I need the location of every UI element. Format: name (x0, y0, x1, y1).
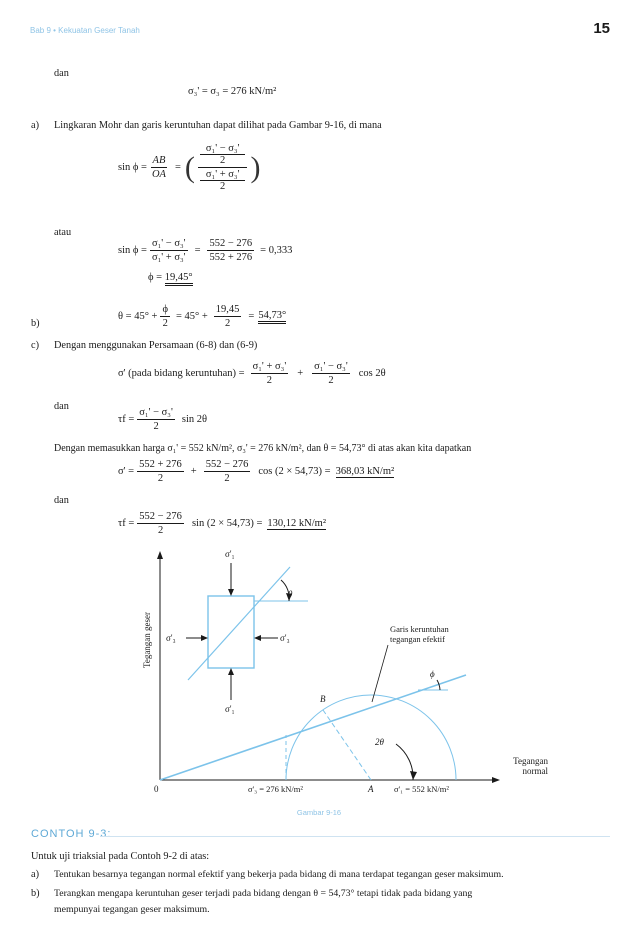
example-a-text: Tentukan besarnya tegangan normal efektif yang bekerja pada bidang di mana terdapat tegangan geser maksimum. (54, 869, 504, 880)
phi-result: 19,45° (165, 272, 193, 286)
sigma1-top-label: σ'₁ (225, 549, 235, 559)
sigma1-bottom-head (228, 668, 234, 675)
frac-vals-den: 552 + 276 (209, 252, 253, 263)
theta-lhs: θ = 45° + (118, 311, 158, 322)
rt-num: 552 − 276 (139, 511, 182, 522)
x-axis-arrow (492, 777, 500, 783)
frac-two: 2 (162, 318, 168, 329)
item-c-text: Dengan menggunakan Persamaan (6-8) dan (6-9) (54, 340, 258, 351)
failure-envelope (160, 675, 466, 780)
example-a-label: a) (31, 869, 39, 880)
rt-result: 130,12 kN/m² (267, 517, 326, 529)
yaxis-label: Tegangan geser (142, 611, 152, 669)
frac-top-den: 2 (220, 155, 226, 166)
example-b-text-2: mempunyai tegangan geser maksimum. (54, 904, 210, 915)
example-title: CONTOH 9-3: (31, 828, 112, 840)
frac-bot-den: 2 (220, 181, 226, 192)
mohr-circle-figure (130, 545, 570, 815)
y-axis-arrow (157, 551, 163, 559)
rs-f2-num: 552 − 276 (205, 459, 249, 470)
sigma3-left-head (201, 635, 208, 641)
two-theta-label: 2θ (375, 737, 384, 747)
frac-sinphi2-num: σ₁' − σ₃' (151, 238, 186, 249)
rs-plus: + (190, 466, 197, 477)
theta-eq: = (248, 311, 255, 322)
eq-sign: = (174, 162, 181, 173)
rt-den: 2 (157, 525, 164, 536)
eq-theta (118, 304, 286, 329)
frac-sinphi2-vals (207, 238, 254, 263)
eq-sinphi-ab-oa (118, 143, 260, 192)
frac-big-top (198, 143, 248, 168)
eq-sigma-plane (118, 361, 386, 386)
paren-right: ) (250, 150, 261, 184)
tau-sin: sin 2θ (181, 414, 208, 425)
eq-result-tau (118, 511, 326, 536)
sp-frac1-den: 2 (266, 375, 273, 386)
text-dan: dan (54, 68, 69, 79)
example-b-text-1: Terangkan mengapa keruntuhan geser terjadi pada bidang dengan θ = 54,73° tetapi tidak pada bidang yang (54, 888, 473, 899)
failure-label-2: tegangan efektif (390, 634, 445, 644)
tau-lhs: τf = (118, 414, 135, 425)
sigma3-left-label: σ'₃ (166, 633, 176, 643)
failure-leader (372, 645, 388, 702)
rt-sin: sin (2 × 54,73) = (191, 518, 263, 529)
sp-cos: cos 2θ (358, 368, 386, 379)
eq-phi-result (148, 272, 193, 283)
label-c: c) (31, 340, 39, 351)
text-atau: atau (54, 227, 72, 238)
x-tick-sigma3: σ'₃ = 276 kN/m² (248, 784, 303, 794)
rs-f2 (204, 459, 251, 484)
frac-phi-2 (160, 304, 170, 329)
sinphi-lhs: sin ϕ = (118, 162, 147, 173)
sigma-plane-lhs: σ' (pada bidang keruntuhan) = (118, 368, 245, 379)
x-tick-sigma1: σ'₁ = 552 kN/m² (394, 784, 449, 794)
rs-f1-num: 552 + 276 (139, 459, 182, 470)
frac-ab-oa (150, 155, 168, 180)
res-sigma-lhs: σ' = (118, 466, 135, 477)
sigma3-right-label: σ'₃ (280, 633, 290, 643)
frac-phi: ϕ (162, 304, 168, 315)
eq-sign-2: = (194, 245, 201, 256)
theta-val-den: 2 (224, 318, 231, 329)
page-number: 15 (593, 20, 610, 37)
sp-plus: + (297, 368, 304, 379)
frac-theta-val (214, 304, 242, 329)
eq-sinphi-values (118, 238, 292, 263)
frac-big (198, 143, 248, 192)
xaxis-label-1: Tegangan (513, 756, 548, 766)
theta-result: 54,73° (258, 310, 286, 324)
frac-vals-num: 552 − 276 (209, 238, 253, 249)
tau-num: σ₁' − σ₃' (139, 407, 173, 418)
rs-cos: cos (2 × 54,73) = (258, 466, 331, 477)
sigma3-right-head (254, 635, 261, 641)
frac-top-num: σ₁' − σ₃' (200, 143, 246, 155)
item-a-text: Lingkaran Mohr dan garis keruntuhan dapat dilihat pada Gambar 9-16, di mana (54, 120, 382, 131)
frac-oa: OA (151, 169, 166, 180)
sp-frac2 (312, 361, 350, 386)
sp-frac1-num: σ₁' + σ₃' (252, 361, 287, 372)
sp-frac2-den: 2 (328, 375, 334, 386)
text-dan-2: dan (54, 401, 69, 412)
rt-frac (137, 511, 184, 536)
failure-label-1: Garis keruntuhan (390, 624, 449, 634)
eq-result-sigma (118, 459, 394, 484)
phi-label: ϕ (430, 669, 435, 679)
example-rule (100, 836, 610, 837)
substitute-text: Dengan memasukkan harga σ₁' = 552 kN/m², σ₃' = 276 kN/m², dan θ = 54,73° di atas akan kita dapatkan (54, 443, 472, 454)
xaxis-label-2: normal (522, 766, 548, 776)
sigma1-top-head (228, 589, 234, 596)
label-a: a) (31, 120, 39, 131)
failure-plane (188, 567, 290, 680)
figure-caption: Gambar 9-16 (296, 808, 342, 817)
sp-frac1 (251, 361, 289, 386)
eq-sigma3: σ₃' = σ₃ = 276 kN/m² (188, 86, 277, 97)
sp-frac2-num: σ₁' − σ₃' (314, 361, 348, 372)
res-tau-lhs: τf = (118, 518, 135, 529)
tau-den: 2 (153, 421, 159, 432)
rs-result: 368,03 kN/m² (335, 465, 395, 477)
text-dan-3: dan (54, 495, 69, 506)
eq-tau (118, 407, 207, 432)
radius-ab (323, 710, 371, 780)
label-b: b) (31, 318, 40, 329)
paren-left: ( (184, 150, 195, 184)
frac-ab: AB (152, 155, 166, 166)
sinphi2-lhs: sin ϕ = (118, 245, 147, 256)
two-theta-arc (396, 744, 413, 780)
example-b-label: b) (31, 888, 40, 899)
frac-bot-num: σ₁' + σ₃' (200, 169, 246, 181)
sinphi2-result: = 0,333 (260, 245, 293, 256)
phi-lhs: ϕ = (148, 272, 163, 283)
rs-f1 (137, 459, 184, 484)
frac-big-bottom (198, 168, 248, 192)
rs-f2-den: 2 (224, 473, 230, 484)
sigma1-bottom-label: σ'₁ (225, 704, 235, 714)
frac-sinphi2-den: σ₁' + σ₃' (151, 252, 186, 263)
point-a-label: A (368, 784, 374, 794)
theta-mid: = 45° + (175, 311, 208, 322)
point-b-label: B (320, 694, 326, 704)
frac-sinphi2 (150, 238, 188, 263)
two-theta-arrow (410, 771, 417, 780)
example-intro: Untuk uji triaksial pada Contoh 9-2 di atas: (31, 851, 210, 862)
tau-frac (137, 407, 175, 432)
theta-val-num: 19,45 (215, 304, 240, 315)
origin-label: 0 (154, 784, 159, 794)
theta-label: θ (288, 589, 293, 599)
running-header: Bab 9 • Kekuatan Geser Tanah (30, 26, 140, 35)
rs-f1-den: 2 (157, 473, 164, 484)
